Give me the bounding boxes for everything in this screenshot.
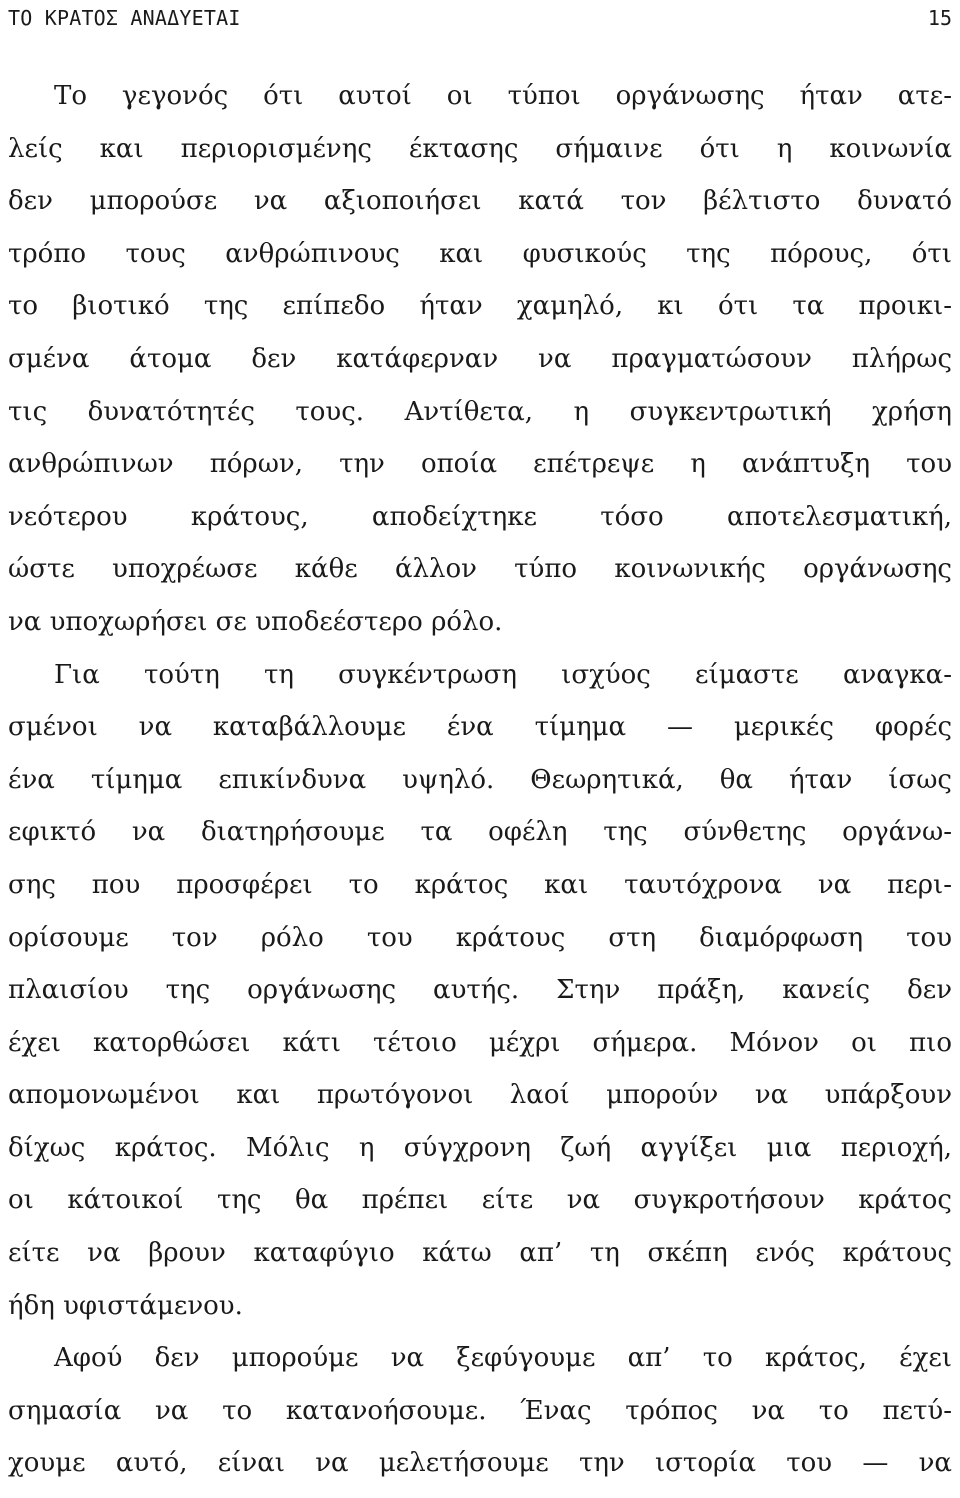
text-line: νεότερου κράτους, αποδείχτηκε τόσο αποτελεσματική,	[8, 501, 952, 532]
text-line: απομονωμένοι και πρωτόγονοι λαοί μπορούν να υπάρξουν	[8, 1080, 952, 1111]
paragraph-2	[8, 649, 952, 1333]
text-line: δεν μπορούσε να αξιοποιήσει κατά τον βέλτιστο δυνατό	[8, 186, 952, 217]
text-line: τρόπο τους ανθρώπινους και φυσικούς της πόρους, ότι	[8, 238, 952, 269]
paragraph-3	[8, 1332, 952, 1490]
text-line: Για τούτη τη συγκέντρωση ισχύος είμαστε αναγκα-	[54, 659, 952, 690]
text-line: τις δυνατότητές τους. Αντίθετα, η συγκεντρωτική χρήση	[8, 396, 952, 427]
text-line: ήδη υφιστάμενου.	[8, 1290, 243, 1321]
text-line: οι κάτοικοί της θα πρέπει είτε να συγκροτήσουν κράτος	[8, 1185, 952, 1216]
text-line: δίχως κράτος. Μόλις η σύγχρονη ζωή αγγίξει μια περιοχή,	[8, 1132, 952, 1163]
text-line: εφικτό να διατηρήσουμε τα οφέλη της σύνθετης οργάνω-	[8, 817, 952, 848]
text-line: είτε να βρουν καταφύγιο κάτω απ’ τη σκέπη ενός κράτους	[8, 1238, 952, 1269]
text-line: σμένοι να καταβάλλουμε ένα τίμημα — μερικές φορές	[8, 712, 952, 743]
text-line: έχει κατορθώσει κάτι τέτοιο μέχρι σήμερα. Μόνον οι πιο	[8, 1027, 952, 1058]
text-line: ορίσουμε τον ρόλο του κράτους στη διαμόρφωση του	[8, 922, 952, 953]
text-line: το βιοτικό της επίπεδο ήταν χαμηλό, κι ότι τα προικι-	[8, 291, 952, 322]
text-line: πλαισίου της οργάνωσης αυτής. Στην πράξη, κανείς δεν	[8, 975, 952, 1006]
text-line: ανθρώπινων πόρων, την οποία επέτρεψε η ανάπτυξη του	[8, 449, 952, 480]
paragraph-1	[8, 70, 952, 649]
text-line: να υποχωρήσει σε υποδεέστερο ρόλο.	[8, 606, 503, 637]
text-line: χουμε αυτό, είναι να μελετήσουμε την ιστορία του — να	[8, 1448, 952, 1479]
text-line: ώστε υποχρέωσε κάθε άλλον τύπο κοινωνικής οργάνωσης	[8, 554, 952, 585]
text-line: λείς και περιορισμένης έκτασης σήμαινε ότι η κοινωνία	[8, 133, 952, 164]
page-number: 15	[927, 6, 952, 30]
text-line: σης που προσφέρει το κράτος και ταυτόχρονα να περι-	[8, 869, 952, 900]
text-line: ένα τίμημα επικίνδυνα υψηλό. Θεωρητικά, θα ήταν ίσως	[8, 764, 952, 795]
running-head-title: ΤΟ ΚΡΑΤΟΣ ΑΝΑΔΥΕΤΑΙ	[8, 6, 241, 30]
text-line: σημασία να το κατανοήσουμε. Ένας τρόπος να το πετύ-	[8, 1395, 952, 1426]
body-text	[8, 70, 952, 1490]
text-line: σμένα άτομα δεν κατάφερναν να πραγματώσουν πλήρως	[8, 343, 952, 374]
text-line: Το γεγονός ότι αυτοί οι τύποι οργάνωσης ήταν ατε-	[54, 81, 952, 111]
text-line: Αφού δεν μπορούμε να ξεφύγουμε απ’ το κράτος, έχει	[54, 1343, 952, 1374]
